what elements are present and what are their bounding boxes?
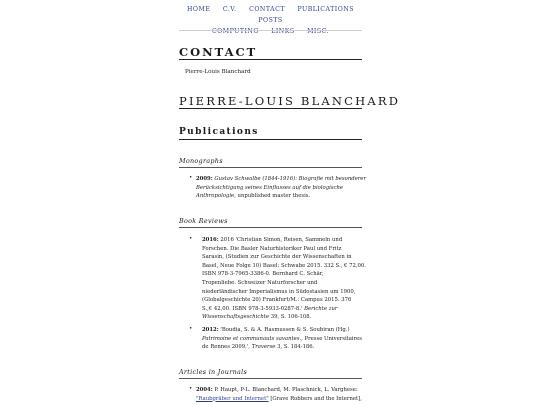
entry-year: 2012: xyxy=(202,327,219,333)
page-title-rule xyxy=(179,108,362,109)
nav-posts-link[interactable]: POSTS xyxy=(258,17,283,24)
book-reviews-rule xyxy=(179,227,362,228)
contact-heading: CONTACT xyxy=(179,45,258,59)
article-link[interactable]: "Raubgräber und Internet" xyxy=(196,395,269,402)
nav-misc-link[interactable]: MISC. xyxy=(307,28,330,35)
entry-text: niederländischer Imperialismus in Südostasien um 1900, xyxy=(202,288,356,295)
review-entry xyxy=(202,236,367,322)
journal-title: Traverse xyxy=(251,344,276,351)
monograph-entry xyxy=(196,175,366,201)
entry-text: Tropenliebe. Schweizer Naturforscher und xyxy=(202,279,318,286)
top-nav xyxy=(179,4,362,37)
book-reviews-heading: Book Reviews xyxy=(179,217,228,225)
entry-text: 2016 'Christian Simon, Reisen, Sammeln und xyxy=(218,237,343,243)
nav-divider xyxy=(179,30,362,31)
entry-text: (Globalgeschichte 20) Frankfurt/M.: Campus 2015. 376 xyxy=(202,297,352,304)
journal-title: Patrimoine et communauts savantes. xyxy=(202,335,302,342)
articles-rule xyxy=(179,378,362,379)
entry-text: ISBN 978-3-7965-3386-0. Bernhard C. Schär, xyxy=(202,271,324,278)
entry-text: 'Boudia, S. & A. Rasmussen & S. Soubiran (Hg.) xyxy=(218,327,350,333)
publications-heading: Publications xyxy=(179,127,259,137)
monographs-rule xyxy=(179,167,362,168)
publications-heading-rule xyxy=(179,139,362,140)
entry-year: 2009: xyxy=(196,176,213,182)
entry-year: 2016: xyxy=(202,237,219,243)
entry-text: , Presse Universitaires xyxy=(301,335,363,342)
entry-text: P. Haupt, P-L. Blanchard, M. Plaschnick, L. Varghese: xyxy=(212,387,358,393)
nav-links-link[interactable]: LINKS xyxy=(271,28,295,35)
entry-title: Berücksichtigung seines Einflusses auf die biologische xyxy=(196,184,344,191)
bullet-icon: • xyxy=(189,326,193,332)
nav-row-1 xyxy=(179,4,362,26)
article-entry xyxy=(196,386,368,403)
articles-heading: Articles in Journals xyxy=(179,368,248,376)
review-entry xyxy=(202,326,367,352)
entry-title: Anthropologie, xyxy=(196,193,236,200)
bullet-icon: • xyxy=(189,236,193,242)
entry-year: 2004: xyxy=(196,387,213,393)
entry-text: Sarasin, (Studien zur Geschichte der Wissenschaften in xyxy=(202,254,352,261)
nav-contact-link[interactable]: CONTACT xyxy=(249,6,285,13)
monographs-heading: Monographs xyxy=(179,157,223,165)
nav-cv-link[interactable]: C.V. xyxy=(222,6,237,13)
entry-text: [Grave Robbers and the Internet], xyxy=(268,395,362,402)
entry-text: unpublished master thesis. xyxy=(235,193,311,200)
nav-computing-link[interactable]: COMPUTING xyxy=(211,28,259,35)
bullet-icon: • xyxy=(189,386,193,392)
entry-text: 3, S. 184-186. xyxy=(275,344,315,351)
nav-home-link[interactable]: HOME xyxy=(187,6,211,13)
bullet-icon: • xyxy=(189,175,193,181)
journal-title: Wissenschaftsgeschichte xyxy=(202,314,270,321)
entry-text: 39, S. 106-108. xyxy=(269,314,312,321)
nav-row-2 xyxy=(179,26,362,37)
entry-text: de Rennes 2009.', xyxy=(202,344,252,351)
entry-text: Forschen. Die Basler Naturhistoriker Paul und Fritz xyxy=(202,245,342,252)
entry-text: Basel, Neue Folge 10) Basel: Schwabe 2015. 332 S., € 72,00. xyxy=(202,262,366,269)
entry-title: Gustav Schwalbe (1844-1916): Biografie mit besonderer xyxy=(214,176,366,182)
contact-heading-rule xyxy=(179,59,362,60)
page-title: PIERRE-LOUIS BLANCHARD xyxy=(179,94,401,108)
entry-text: S.,€ 42,00. ISBN 978-3-5933-0287-8.' xyxy=(202,305,305,312)
journal-title: Berichte zur xyxy=(304,305,338,312)
contact-name: Pierre-Louis Blanchard xyxy=(185,69,251,75)
nav-publications-link[interactable]: PUBLICATIONS xyxy=(297,6,354,13)
